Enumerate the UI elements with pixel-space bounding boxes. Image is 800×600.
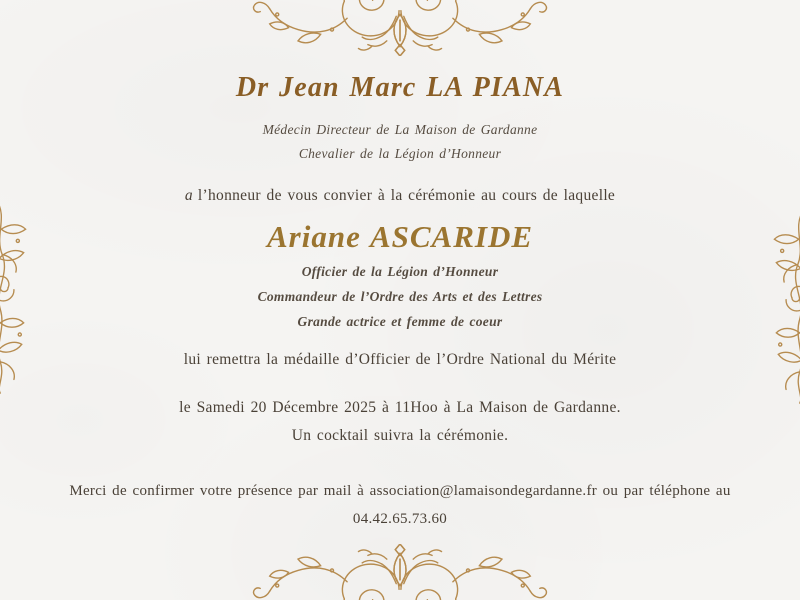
- ceremony-line: lui remettra la médaille d’Officier de l’Ordre National du Mérite: [183, 351, 617, 368]
- honoree-title-actrice: Grande actrice et femme de coeur: [297, 314, 503, 329]
- phone-number: 04.42.65.73.60: [352, 511, 448, 527]
- bottom-flourish-ornament-icon: [230, 544, 570, 600]
- host-title-chevalier: Chevalier de la Légion d’Honneur: [298, 146, 502, 161]
- intro-prefix: a: [184, 187, 193, 204]
- host-name: Dr Jean Marc LA PIANA: [235, 72, 565, 103]
- honoree-title-commandeur: Commandeur de l’Ordre des Arts et des Lettres: [257, 289, 543, 304]
- cocktail-line: Un cocktail suivra la cérémonie.: [291, 427, 509, 444]
- honoree-title-officier: Officier de la Légion d’Honneur: [301, 264, 499, 279]
- date-line: le Samedi 20 Décembre 2025 à 11Hoo à La Maison de Gardanne.: [179, 399, 621, 416]
- intro-rest: l’honneur de vous convier à la cérémonie au cours de laquelle: [197, 187, 616, 204]
- honoree-name: Ariane ASCARIDE: [266, 219, 534, 254]
- host-title-medecin: Médecin Directeur de La Maison de Gardanne: [262, 122, 538, 137]
- intro-line: [0, 187, 800, 205]
- rsvp-line: Merci de confirmer votre présence par mail à association@lamaisondegardanne.fr ou par téléphone au: [69, 483, 731, 499]
- top-flourish-ornament-icon: [230, 0, 570, 56]
